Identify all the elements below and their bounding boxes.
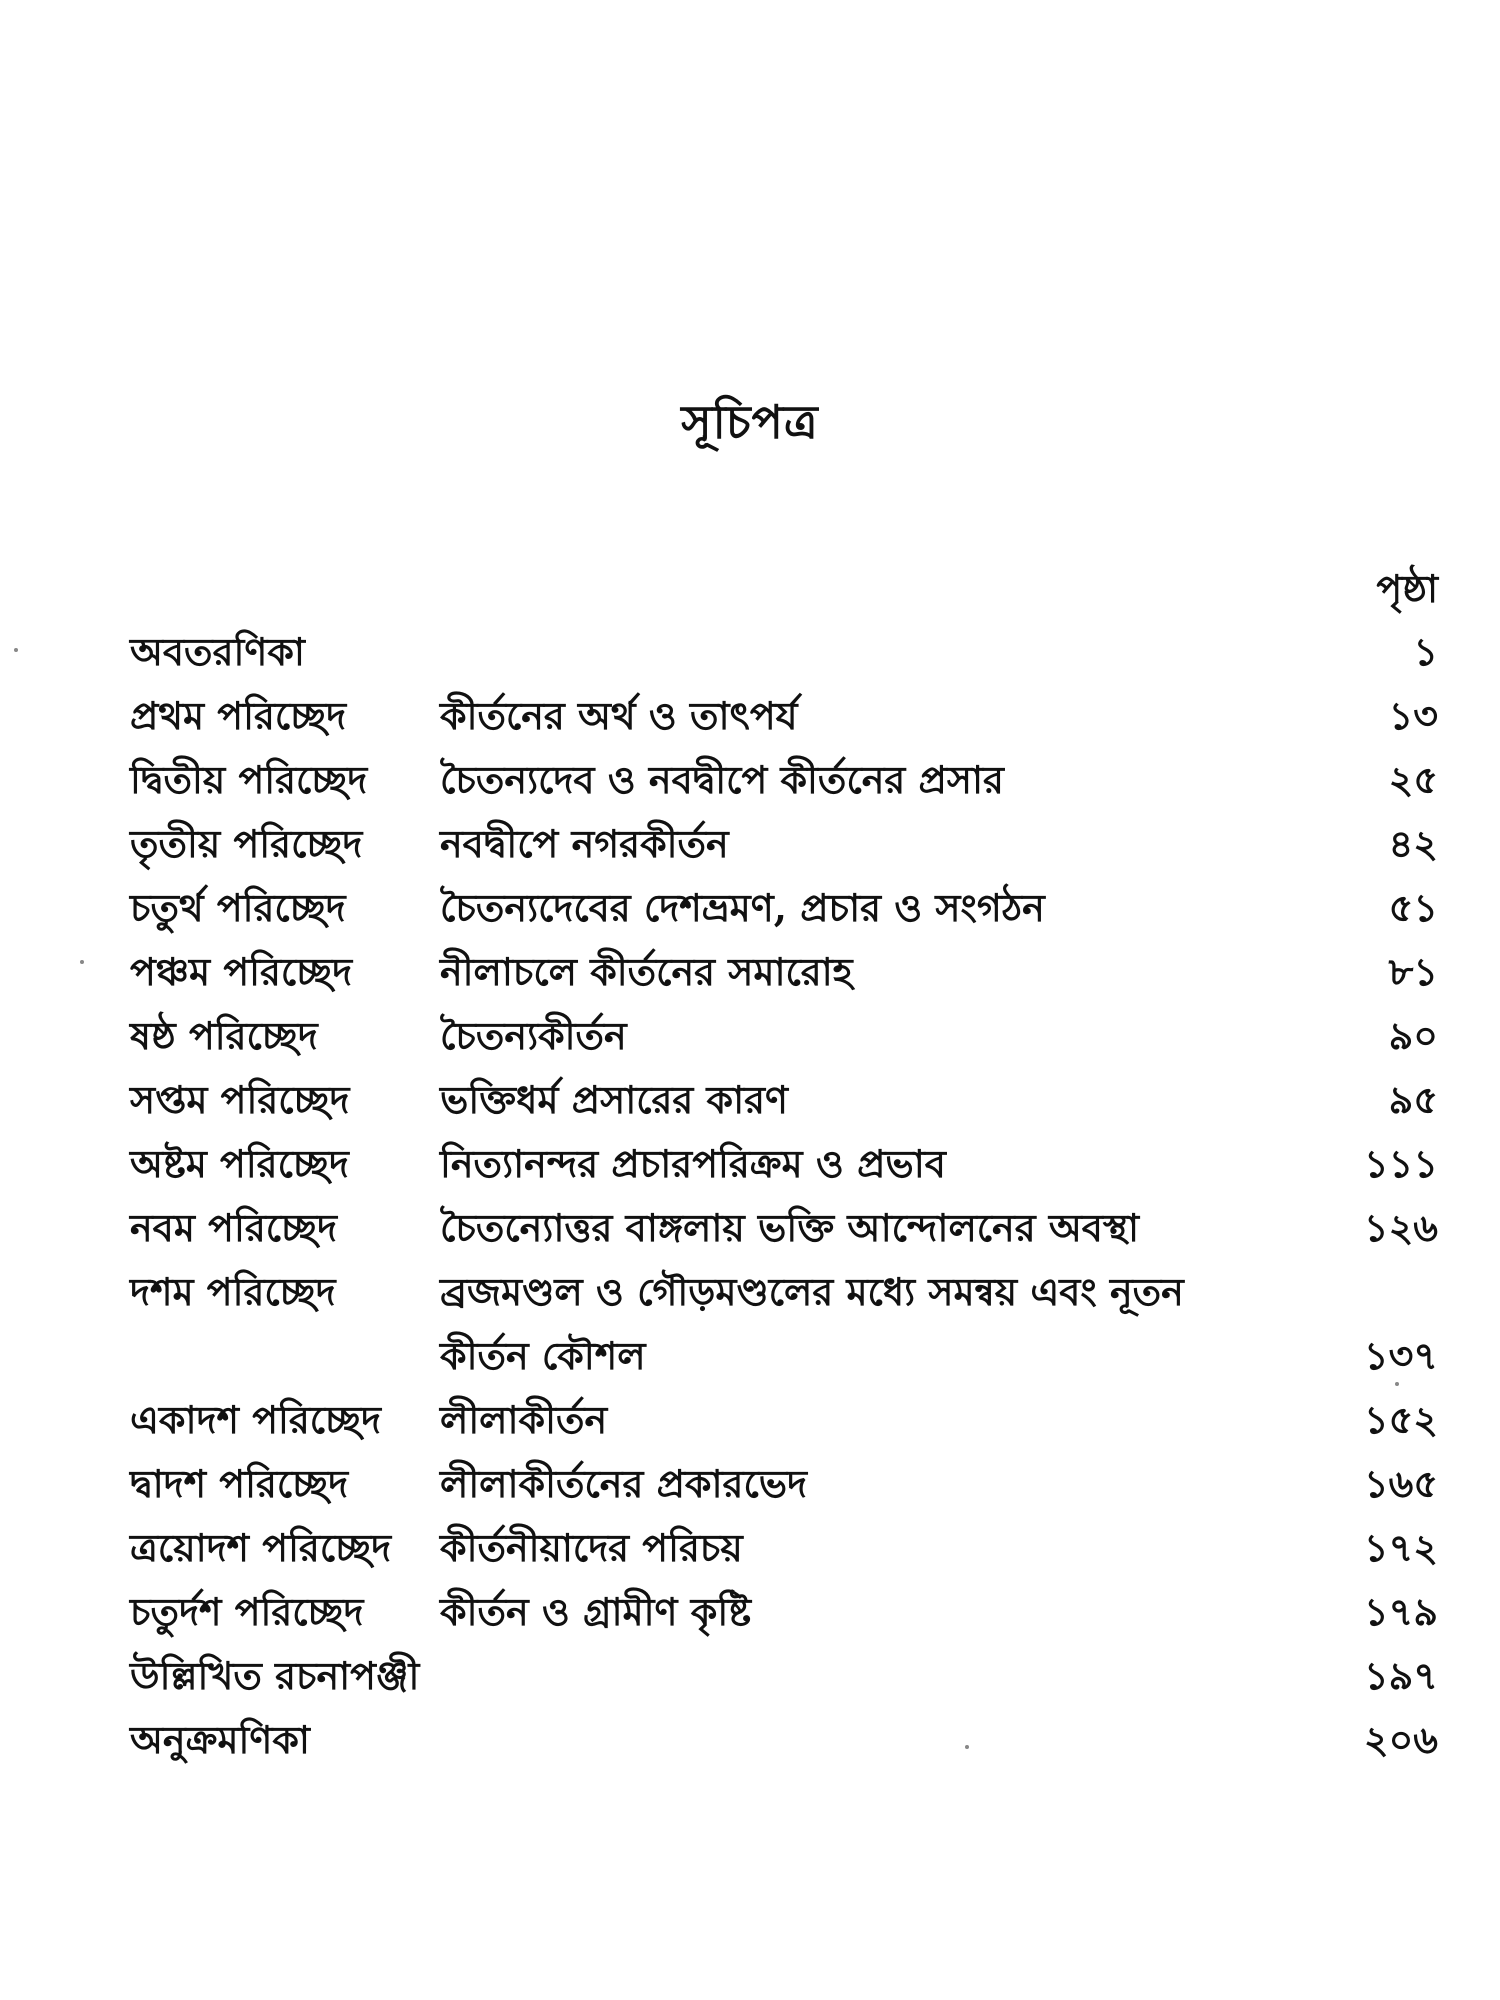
toc-page-number: ১২৬ [1363, 1205, 1438, 1250]
toc-chapter: সপ্তম পরিচ্ছেদ [130, 1077, 350, 1122]
toc-page-number: ১৩৭ [1363, 1333, 1438, 1378]
toc-row [130, 1516, 1438, 1580]
scan-speck [14, 648, 18, 652]
toc-chapter: উল্লিখিত রচনাপঞ্জী [130, 1653, 420, 1698]
toc-row [130, 1388, 1438, 1452]
toc-title: চৈতন্যদেবের দেশভ্রমণ, প্রচার ও সংগঠন [440, 885, 1045, 930]
toc-chapter: প্রথম পরিচ্ছেদ [130, 693, 347, 738]
toc-row [130, 1004, 1438, 1068]
toc-row [130, 940, 1438, 1004]
toc-chapter: দ্বিতীয় পরিচ্ছেদ [130, 757, 368, 802]
toc-title: কীর্তনের অর্থ ও তাৎপর্য [440, 693, 798, 738]
toc-page-number: ১ [1413, 629, 1438, 674]
toc-page-number: ৫১ [1388, 885, 1438, 930]
toc-chapter: ষষ্ঠ পরিচ্ছেদ [130, 1013, 318, 1058]
toc-page-number: ১৯৭ [1363, 1653, 1438, 1698]
toc-page-number: ১৭৯ [1363, 1589, 1438, 1634]
toc-title: নবদ্বীপে নগরকীর্তন [440, 821, 729, 866]
toc-title: চৈতন্যোত্তর বাঙ্গলায় ভক্তি আন্দোলনের অবস্থা [440, 1205, 1140, 1250]
toc-page-number: ৪২ [1388, 821, 1438, 866]
toc-row [130, 1644, 1438, 1708]
toc-row [130, 1452, 1438, 1516]
toc-row [130, 748, 1438, 812]
toc-title: লীলাকীর্তনের প্রকারভেদ [440, 1461, 807, 1506]
toc-row [130, 1132, 1438, 1196]
toc-chapter: দশম পরিচ্ছেদ [130, 1269, 336, 1314]
toc-title: কীর্তন কৌশল [440, 1333, 646, 1378]
scan-speck [80, 960, 84, 964]
toc-chapter: অবতরণিকা [130, 629, 305, 674]
toc-row [130, 684, 1438, 748]
toc-title: নিত্যানন্দর প্রচারপরিক্রম ও প্রভাব [440, 1141, 946, 1186]
toc-page-number: ৯৫ [1388, 1077, 1438, 1122]
toc-page-number: ১৭২ [1363, 1525, 1438, 1570]
toc-row [130, 1708, 1438, 1772]
toc-row [130, 1260, 1438, 1324]
toc-row [130, 620, 1438, 684]
scan-speck [1395, 1382, 1399, 1386]
toc-row [130, 1196, 1438, 1260]
table-of-contents [130, 620, 1438, 1772]
toc-row [130, 876, 1438, 940]
toc-title: লীলাকীর্তন [440, 1397, 608, 1442]
toc-chapter: অষ্টম পরিচ্ছেদ [130, 1141, 349, 1186]
toc-chapter: পঞ্চম পরিচ্ছেদ [130, 949, 353, 994]
toc-page-number: ১৫২ [1363, 1397, 1438, 1442]
toc-page-number: ১৬৫ [1363, 1461, 1438, 1506]
toc-page-number: ৮১ [1388, 949, 1438, 994]
toc-row [130, 1324, 1438, 1388]
toc-title: ভক্তিধর্ম প্রসারের কারণ [440, 1077, 789, 1122]
toc-chapter: একাদশ পরিচ্ছেদ [130, 1397, 381, 1442]
toc-chapter: তৃতীয় পরিচ্ছেদ [130, 821, 363, 866]
toc-title: কীর্তনীয়াদের পরিচয় [440, 1525, 743, 1570]
toc-title: চৈতন্যকীর্তন [440, 1013, 627, 1058]
scan-speck [965, 1745, 969, 1749]
toc-title: কীর্তন ও গ্রামীণ কৃষ্টি [440, 1589, 751, 1634]
toc-chapter: ত্রয়োদশ পরিচ্ছেদ [130, 1525, 392, 1570]
toc-title: ব্রজমণ্ডল ও গৌড়মণ্ডলের মধ্যে সমন্বয় এবং নূতন [440, 1269, 1184, 1314]
toc-page-number: ২৫ [1388, 757, 1438, 802]
toc-chapter: চতুর্থ পরিচ্ছেদ [130, 885, 346, 930]
toc-row [130, 1580, 1438, 1644]
toc-page-number: ১৩ [1388, 693, 1438, 738]
toc-chapter: অনুক্রমণিকা [130, 1717, 310, 1762]
toc-title: চৈতন্যদেব ও নবদ্বীপে কীর্তনের প্রসার [440, 757, 1004, 802]
toc-chapter: দ্বাদশ পরিচ্ছেদ [130, 1461, 349, 1506]
toc-title: নীলাচলে কীর্তনের সমারোহ [440, 949, 853, 994]
toc-row [130, 812, 1438, 876]
toc-chapter: নবম পরিচ্ছেদ [130, 1205, 337, 1250]
toc-page-number: ১১১ [1364, 1141, 1438, 1186]
toc-page-number: ৯০ [1388, 1013, 1438, 1058]
toc-row [130, 1068, 1438, 1132]
page-title: সূচিপত্র [681, 395, 819, 449]
toc-chapter: চতুর্দশ পরিচ্ছেদ [130, 1589, 364, 1634]
page-column-label: পৃষ্ঠা [1376, 566, 1438, 611]
toc-page-number: ২০৬ [1363, 1717, 1438, 1762]
